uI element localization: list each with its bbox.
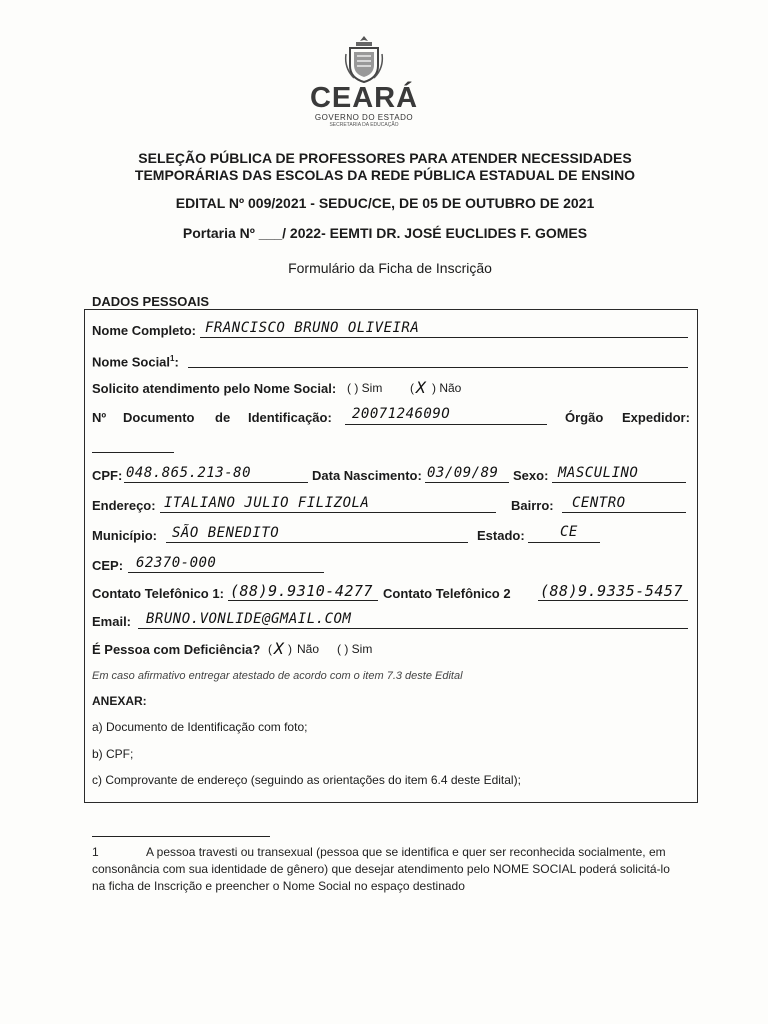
disability-yes-option[interactable]: ( ) Sim (337, 642, 373, 656)
edital-heading: EDITAL Nº 009/2021 - SEDUC/CE, DE 05 DE OUTUBRO DE 2021 (175, 195, 595, 211)
state-value[interactable]: CE (560, 524, 578, 540)
footnote-ref: 1 (170, 354, 175, 363)
city-line (166, 542, 468, 543)
footnote-text-2: consonância com sua identidade de gênero) que desejar atendimento pelo NOME SOCIAL poderá solicitá-lo (92, 862, 670, 876)
attachments-label: ANEXAR: (92, 694, 147, 708)
disability-no-close: ) (288, 642, 292, 656)
full-name-line (200, 337, 688, 338)
social-name-label-text: Nome Social (92, 354, 171, 370)
neighborhood-label: Bairro: (511, 498, 554, 513)
footnote-text-3: na ficha de Inscrição e preencher o Nome Social no espaço destinado (92, 879, 465, 893)
title-line-1: SELEÇÃO PÚBLICA DE PROFESSORES PARA ATENDER NECESSIDADES (138, 150, 632, 166)
attachment-item-a: a) Documento de Identificação com foto; (92, 720, 308, 734)
disability-label: É Pessoa com Deficiência? (92, 642, 261, 657)
document-title (40, 150, 730, 184)
zip-label: CEP: (92, 558, 124, 573)
disability-no-option[interactable]: Não (297, 642, 320, 656)
section-label: DADOS PESSOAIS (92, 294, 210, 309)
zip-value[interactable]: 62370-000 (136, 555, 217, 571)
email-value[interactable]: BRUNO.VONLIDE@GMAIL.COM (146, 611, 352, 627)
portaria-heading: Portaria Nº ___/ 2022- EEMTI DR. JOSÉ EUCLIDES F. GOMES (182, 225, 588, 241)
cpf-line (124, 482, 308, 483)
option-no[interactable]: ) Não (432, 381, 462, 395)
option-yes[interactable]: ( ) Sim (347, 381, 383, 395)
birth-date-label: Data Nascimento: (312, 468, 422, 483)
city-value[interactable]: SÃO BENEDITO (172, 525, 280, 541)
address-line (160, 512, 496, 513)
footnote-line-1 (92, 844, 692, 861)
sex-line (552, 482, 686, 483)
phone-2-line (538, 600, 688, 601)
address-value[interactable]: ITALIANO JULIO FILIZOLA (164, 495, 370, 511)
disability-no-open: ( (268, 642, 272, 656)
attachment-item-b: b) CPF; (92, 747, 134, 761)
document-number-label-4: Identificação: (248, 410, 332, 425)
state-line (528, 542, 600, 543)
document-number-line (345, 424, 547, 425)
issuer-label-1: Órgão (565, 410, 604, 425)
option-no-open: ( (410, 381, 414, 395)
attachment-item-c: c) Comprovante de endereço (seguindo as orientações do item 6.4 deste Edital); (92, 773, 521, 787)
sex-value[interactable]: MASCULINO (558, 465, 639, 481)
option-no-mark[interactable]: X (416, 378, 427, 397)
brand-name: CEARÁ (309, 82, 419, 114)
disability-note: Em caso afirmativo entregar atestado de acordo com o item 7.3 deste Edital (92, 670, 463, 682)
neighborhood-value[interactable]: CENTRO (572, 495, 626, 511)
full-name-label: Nome Completo: (92, 323, 196, 338)
phone-1-label: Contato Telefônico 1: (92, 586, 224, 601)
cpf-label: CPF: (92, 468, 123, 483)
zip-line (128, 572, 324, 573)
state-coat-of-arms-icon (344, 34, 384, 84)
disability-no-mark[interactable]: X (274, 639, 285, 658)
birth-date-value[interactable]: 03/09/89 (427, 465, 499, 481)
brand-department: SECRETARIA DA EDUCAÇÃO (329, 122, 399, 128)
email-label: Email: (92, 614, 132, 629)
full-name-value[interactable]: FRANCISCO BRUNO OLIVEIRA (205, 320, 420, 336)
footnote-number: 1 (92, 845, 99, 859)
cpf-value[interactable]: 048.865.213-80 (126, 465, 252, 481)
social-name-colon: : (174, 354, 179, 370)
issuer-line[interactable] (92, 452, 174, 453)
title-line-2: TEMPORÁRIAS DAS ESCOLAS DA REDE PÚBLICA ESTADUAL DE ENSINO (134, 167, 636, 183)
document-number-label-3: de (215, 410, 231, 425)
footnote-rule (92, 836, 270, 837)
document-number-label-2: Documento (123, 410, 195, 425)
sex-label: Sexo: (513, 468, 549, 483)
brand-logo (300, 83, 428, 129)
social-name-label (92, 354, 179, 369)
social-name-request-label: Solicito atendimento pelo Nome Social: (92, 381, 337, 396)
document-number-value[interactable]: 2007124609O (352, 406, 451, 422)
phone-1-value[interactable]: (88)9.9310-4277 (230, 582, 373, 600)
email-line (138, 628, 688, 629)
document-number-label-1: Nº (92, 410, 107, 425)
address-label: Endereço: (92, 498, 156, 513)
brand-subtitle: GOVERNO DO ESTADO (314, 113, 414, 122)
phone-2-label: Contato Telefônico 2 (383, 586, 511, 601)
neighborhood-line (562, 512, 686, 513)
phone-2-value[interactable]: (88)9.9335-5457 (540, 582, 683, 600)
social-name-line[interactable] (188, 367, 688, 368)
city-label: Município: (92, 528, 157, 543)
state-label: Estado: (477, 528, 525, 543)
form-title: Formulário da Ficha de Inscrição (288, 260, 492, 276)
footnote-text-1: A pessoa travesti ou transexual (pessoa que se identifica e quer ser reconhecida socialmente, em (146, 845, 666, 859)
birth-date-line (425, 482, 509, 483)
issuer-label-2: Expedidor: (622, 410, 690, 425)
footnote (92, 844, 692, 895)
phone-1-line (228, 600, 378, 601)
